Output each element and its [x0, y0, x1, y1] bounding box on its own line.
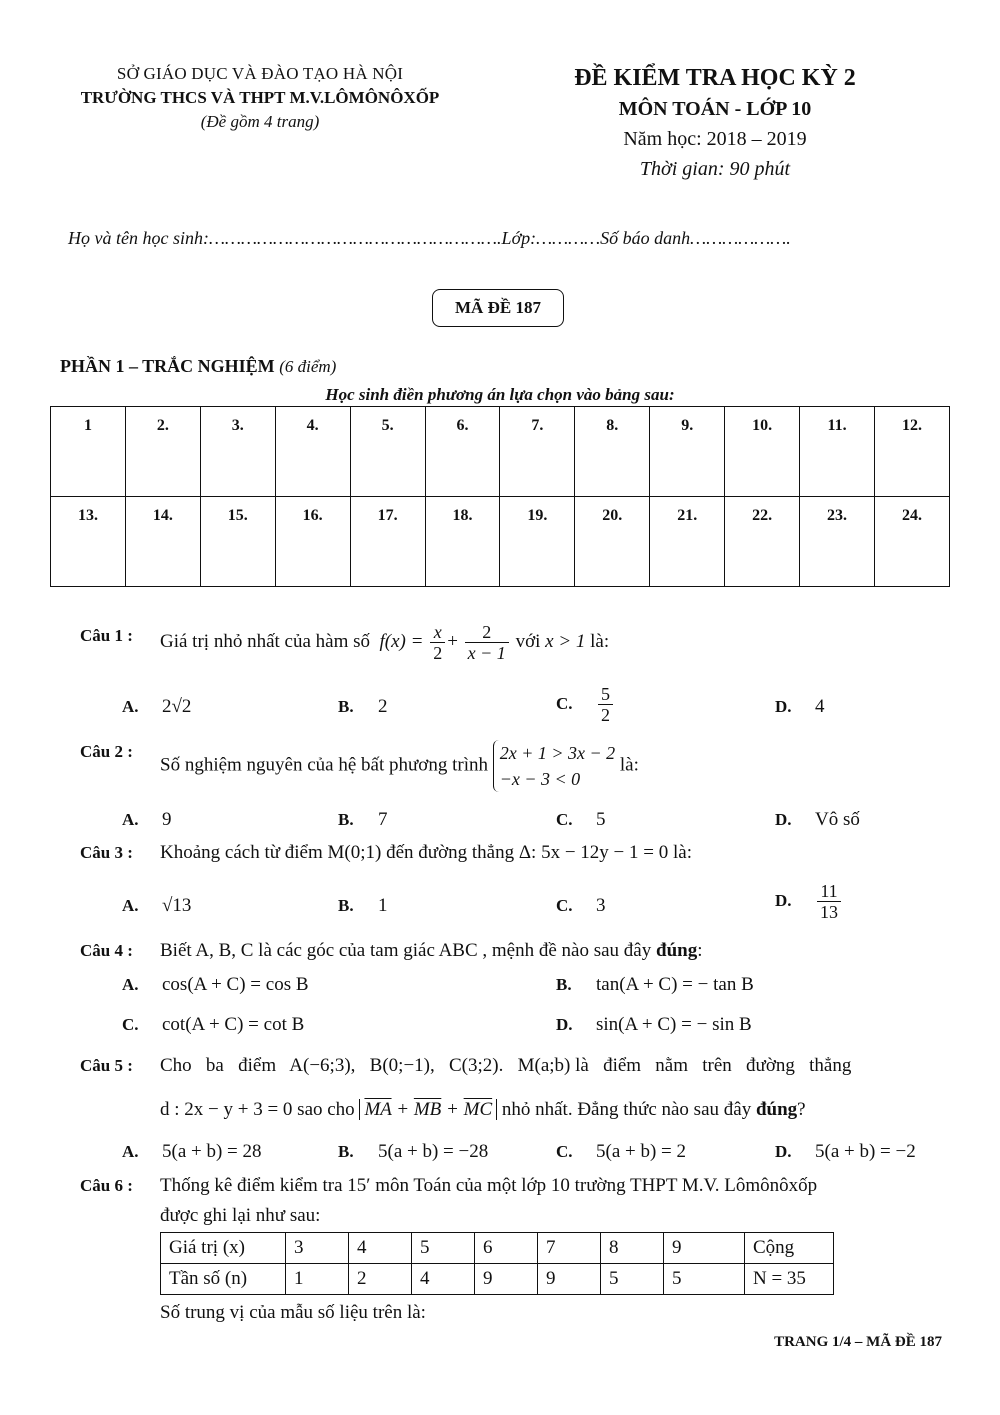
- answer-cell[interactable]: 19.: [500, 497, 575, 587]
- question-4-label: Câu 4 :: [80, 941, 133, 960]
- table-cell: 8: [601, 1233, 664, 1264]
- q2-option-a[interactable]: A. 9: [122, 809, 172, 830]
- table-cell: 5: [412, 1233, 475, 1264]
- part1-points: (6 điểm): [279, 357, 337, 376]
- q2-option-d-text: Vô số: [815, 809, 860, 830]
- q1-option-c-num: 5: [598, 684, 613, 705]
- question-2-label: Câu 2 :: [80, 742, 133, 761]
- q2-inequality-1: 2x + 1 > 3x − 2: [499, 743, 616, 763]
- answer-cell[interactable]: 13.: [51, 497, 126, 587]
- q5-question-mark: ?: [797, 1099, 806, 1120]
- question-3-label: Câu 3 :: [80, 843, 133, 862]
- q1-condition: x > 1: [545, 630, 586, 652]
- q3-option-a-text: √13: [162, 895, 192, 916]
- q5-option-b-text: 5(a + b) = −28: [378, 1141, 489, 1162]
- q1-option-c-fraction: [598, 684, 613, 725]
- q5-vector-sum: $\overline{MA} + \overline{MB} + \overline{MC}$: [359, 1099, 497, 1120]
- question-3-text: Khoảng cách từ điểm M(0;1) đến đường thẳng Δ: 5x − 12y − 1 = 0 là:: [160, 842, 692, 863]
- q5-line-condition: d : 2x − y + 3 = 0 sao cho: [160, 1099, 360, 1120]
- q4-option-d-text: sin(A + C) = − sin B: [596, 1014, 752, 1035]
- q1-option-c[interactable]: C. $\frac{5}{2}$: [556, 684, 615, 725]
- q1-option-c-den: 2: [601, 705, 610, 725]
- q5-option-a-text: 5(a + b) = 28: [162, 1141, 262, 1162]
- table-cell: 4: [412, 1264, 475, 1295]
- q2-option-c[interactable]: C. 5: [556, 809, 606, 830]
- question-1-stem: Giá trị nhỏ nhất của hàm số: [160, 630, 371, 652]
- question-4-colon: :: [697, 940, 703, 961]
- q2-inequality-system: [493, 740, 615, 792]
- answer-cell[interactable]: 9.: [650, 407, 725, 497]
- q4-option-a[interactable]: A. cos(A + C) = cos B: [122, 974, 309, 995]
- answer-cell[interactable]: 24.: [874, 497, 949, 587]
- q1-fraction-1: $\frac{x}{2}$: [430, 622, 445, 663]
- q4-option-b[interactable]: B. tan(A + C) = − tan B: [556, 974, 754, 995]
- question-5-label: Câu 5 :: [80, 1056, 133, 1075]
- table-cell: 9: [664, 1233, 745, 1264]
- q3-option-d-den: 13: [820, 902, 838, 922]
- q3-option-b[interactable]: B. 1: [338, 895, 388, 916]
- q5-emphasis: đúng: [755, 1099, 798, 1120]
- q1-fraction-2: $\frac{2}{x - 1}$: [465, 622, 509, 663]
- question-5-line-1: Cho ba điểm A(−6;3), B(0;−1), C(3;2). M(a;b) là điểm nằm trên đường thẳng: [160, 1055, 852, 1076]
- answer-cell[interactable]: 15.: [200, 497, 275, 587]
- q1-option-b[interactable]: B. 2: [338, 696, 388, 717]
- q3-option-a[interactable]: A. √13: [122, 895, 192, 916]
- table-cell: Giá trị (x): [161, 1233, 286, 1264]
- q2-inequality-2: −x − 3 < 0: [499, 769, 581, 789]
- q4-option-b-text: tan(A + C) = − tan B: [596, 974, 754, 995]
- table-cell: 1: [286, 1264, 349, 1295]
- table-cell: 3: [286, 1233, 349, 1264]
- q3-option-d-fraction: [817, 881, 841, 922]
- table-cell: N = 35: [745, 1264, 834, 1295]
- frequency-table-values-row: [161, 1233, 834, 1264]
- question-6-line-1: Thống kê điểm kiểm tra 15′ môn Toán của một lớp 10 trường THPT M.V. Lômônôxốp: [160, 1175, 818, 1196]
- q2-tail: là:: [619, 754, 639, 776]
- table-cell: 5: [601, 1264, 664, 1295]
- school-name: TRƯỜNG THCS VÀ THPT M.V.LÔMÔNÔXỐP: [80, 88, 440, 107]
- q2-option-b[interactable]: B. 7: [338, 809, 388, 830]
- answer-cell[interactable]: 11.: [800, 407, 875, 497]
- question-6-line-2: được ghi lại như sau:: [160, 1205, 321, 1226]
- answer-cell[interactable]: 14.: [125, 497, 200, 587]
- answer-cell[interactable]: 3.: [200, 407, 275, 497]
- table-cell: Tần số (n): [161, 1264, 286, 1295]
- q1-option-d[interactable]: D. 4: [775, 696, 825, 717]
- q4-option-c[interactable]: C. cot(A + C) = cot B: [122, 1014, 305, 1035]
- q1-option-a[interactable]: A. 2√2: [122, 696, 192, 717]
- table-cell: 9: [475, 1264, 538, 1295]
- answer-grid: [50, 406, 950, 587]
- answer-cell[interactable]: 5.: [350, 407, 425, 497]
- q4-option-d[interactable]: D. sin(A + C) = − sin B: [556, 1014, 752, 1035]
- question-1-text: Giá trị nhỏ nhất của hàm số f(x) = $\frac{x}{2}$ + $\frac{2}{x - 1}$ với x > 1 là:: [160, 622, 610, 663]
- q5-option-c-text: 5(a + b) = 2: [596, 1141, 687, 1162]
- table-cell: 7: [538, 1233, 601, 1264]
- q5-option-b[interactable]: B. 5(a + b) = −28: [338, 1141, 489, 1162]
- frequency-table: [160, 1232, 834, 1295]
- answer-cell[interactable]: 23.: [800, 497, 875, 587]
- q3-option-d-num: 11: [817, 881, 841, 902]
- part1-title: PHẦN 1 – TRẮC NGHIỆM: [60, 356, 275, 376]
- q5-option-a[interactable]: A. 5(a + b) = 28: [122, 1141, 262, 1162]
- q4-option-c-text: cot(A + C) = cot B: [162, 1014, 305, 1035]
- q2-option-c-text: 5: [596, 809, 606, 830]
- student-info-line: Họ và tên học sinh:……………………………………………….Lớp:…………Số báo danh……………….: [68, 228, 791, 248]
- table-cell: 9: [538, 1264, 601, 1295]
- q5-option-d-text: 5(a + b) = −2: [815, 1141, 916, 1162]
- answer-grid-row-1: [51, 407, 950, 497]
- q2-option-b-text: 7: [378, 809, 388, 830]
- q3-option-c-text: 3: [596, 895, 606, 916]
- answer-cell[interactable]: 4.: [275, 407, 350, 497]
- question-2-stem: Số nghiệm nguyên của hệ bất phương trình: [160, 754, 488, 776]
- answer-cell[interactable]: 22.: [725, 497, 800, 587]
- exam-subject: MÔN TOÁN - LỚP 10: [618, 98, 812, 120]
- exam-title: ĐỀ KIỂM TRA HỌC KỲ 2: [574, 65, 856, 91]
- answer-cell[interactable]: 17.: [350, 497, 425, 587]
- header-left: [40, 62, 480, 134]
- question-2-text: [160, 740, 639, 792]
- q2-option-a-text: 9: [162, 809, 172, 830]
- answer-cell[interactable]: 8.: [575, 407, 650, 497]
- page-count-note: (Đề gồm 4 trang): [200, 112, 320, 131]
- q1-function: f(x) =: [374, 630, 424, 652]
- table-cell: 4: [349, 1233, 412, 1264]
- table-cell: Cộng: [745, 1233, 834, 1264]
- q5-option-d[interactable]: D. 5(a + b) = −2: [775, 1141, 916, 1162]
- page-footer: TRANG 1/4 – MÃ ĐỀ 187: [774, 1334, 942, 1350]
- department-name: SỞ GIÁO DỤC VÀ ĐÀO TẠO HÀ NỘI: [116, 64, 404, 83]
- question-4-stem: Biết A, B, C là các góc của tam giác ABC , mệnh đề nào sau đây: [160, 940, 656, 961]
- header-right: [555, 62, 875, 184]
- q1-option-b-text: 2: [378, 696, 388, 717]
- answer-cell[interactable]: 18.: [425, 497, 500, 587]
- part1-heading: [60, 356, 336, 377]
- q2-option-d[interactable]: D. Vô số: [775, 809, 860, 830]
- question-1-label: Câu 1 :: [80, 626, 133, 645]
- q1-option-a-text: 2√2: [162, 696, 192, 717]
- answer-cell[interactable]: 1: [51, 407, 126, 497]
- q1-tail: là:: [590, 630, 610, 652]
- answer-instruction: Học sinh điền phương án lựa chọn vào bảng sau:: [325, 385, 675, 404]
- table-cell: 6: [475, 1233, 538, 1264]
- answer-cell[interactable]: 20.: [575, 497, 650, 587]
- q5-line-mid: nhỏ nhất. Đẳng thức nào sau đây: [497, 1099, 756, 1120]
- answer-cell[interactable]: 12.: [874, 407, 949, 497]
- answer-cell[interactable]: 7.: [500, 407, 575, 497]
- answer-cell[interactable]: 16.: [275, 497, 350, 587]
- answer-cell[interactable]: 10.: [725, 407, 800, 497]
- answer-grid-row-2: [51, 497, 950, 587]
- q5-option-c[interactable]: C. 5(a + b) = 2: [556, 1141, 687, 1162]
- table-cell: 5: [664, 1264, 745, 1295]
- q4-option-a-text: cos(A + C) = cos B: [162, 974, 309, 995]
- exam-duration: Thời gian: 90 phút: [639, 158, 791, 180]
- question-5-line-2: [160, 1097, 806, 1123]
- answer-cell[interactable]: 21.: [650, 497, 725, 587]
- answer-cell[interactable]: 2.: [125, 407, 200, 497]
- school-year: Năm học: 2018 – 2019: [623, 128, 807, 150]
- question-6-label: Câu 6 :: [80, 1176, 133, 1195]
- q3-option-b-text: 1: [378, 895, 388, 916]
- question-4-emphasis: đúng: [656, 940, 698, 961]
- q1-condition-word: với: [515, 630, 541, 652]
- question-4-text: [160, 938, 702, 964]
- frequency-table-counts-row: [161, 1264, 834, 1295]
- exam-code-box: MÃ ĐỀ 187: [432, 289, 564, 327]
- q3-option-c[interactable]: C. 3: [556, 895, 606, 916]
- table-cell: 2: [349, 1264, 412, 1295]
- answer-cell[interactable]: 6.: [425, 407, 500, 497]
- q1-option-d-text: 4: [815, 696, 825, 717]
- q3-option-d[interactable]: D. $\frac{11}{13}$: [775, 881, 843, 922]
- question-6-after-table: Số trung vị của mẫu số liệu trên là:: [160, 1302, 426, 1323]
